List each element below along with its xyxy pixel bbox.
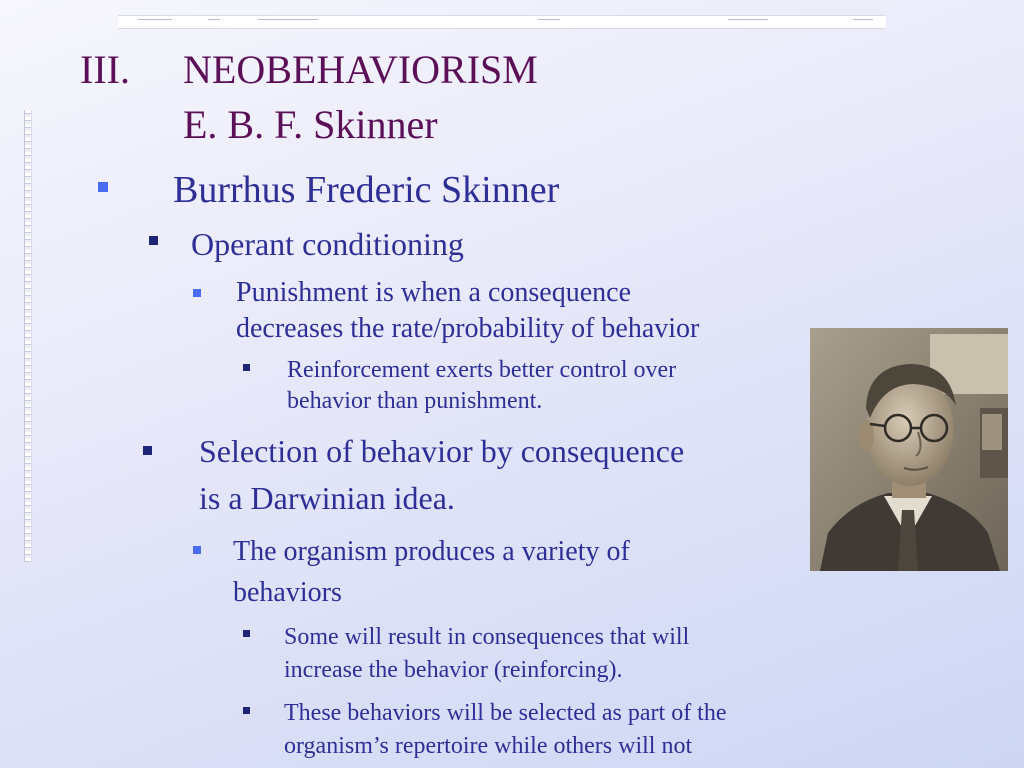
bullet-organism-line2: behaviors [233,577,342,608]
title-number: III. [80,47,130,92]
bullet-selection-line1: Selection of behavior by consequence [199,433,685,469]
bullet-icon [243,630,250,637]
bullet-punishment-line1: Punishment is when a consequence [236,277,632,308]
slide-subtitle: E. B. F. Skinner [183,102,438,147]
portrait-illustration [810,328,1008,571]
bullet-skinner-name: Burrhus Frederic Skinner [173,169,560,211]
slide-title: NEOBEHAVIORISM [183,47,538,92]
bullet-icon [243,707,250,714]
bullet-these-line2: organism’s repertoire while others will not [284,733,693,759]
bullet-icon [143,446,152,455]
bullet-selection-line2: is a Darwinian idea. [199,480,455,516]
bullet-organism-line1: The organism produces a variety of [233,536,630,567]
bullet-icon [193,546,201,554]
bullet-these-line1: These behaviors will be selected as part of the [284,700,727,726]
left-decorative-rule [24,110,32,562]
skinner-portrait-photo [810,328,1008,571]
bullet-reinforcement-line2: behavior than punishment. [287,388,543,414]
bullet-icon [149,236,158,245]
bullet-some-line1: Some will result in consequences that will [284,624,690,650]
bullet-icon [243,364,250,371]
bullet-reinforcement-line1: Reinforcement exerts better control over [287,357,677,383]
bullet-icon [193,289,201,297]
top-decorative-rule [118,15,886,29]
bullet-punishment-line2: decreases the rate/probability of behavior [236,313,700,344]
bullet-operant-conditioning: Operant conditioning [191,226,464,262]
bullet-icon [98,182,108,192]
bullet-some-line2: increase the behavior (reinforcing). [284,657,623,683]
